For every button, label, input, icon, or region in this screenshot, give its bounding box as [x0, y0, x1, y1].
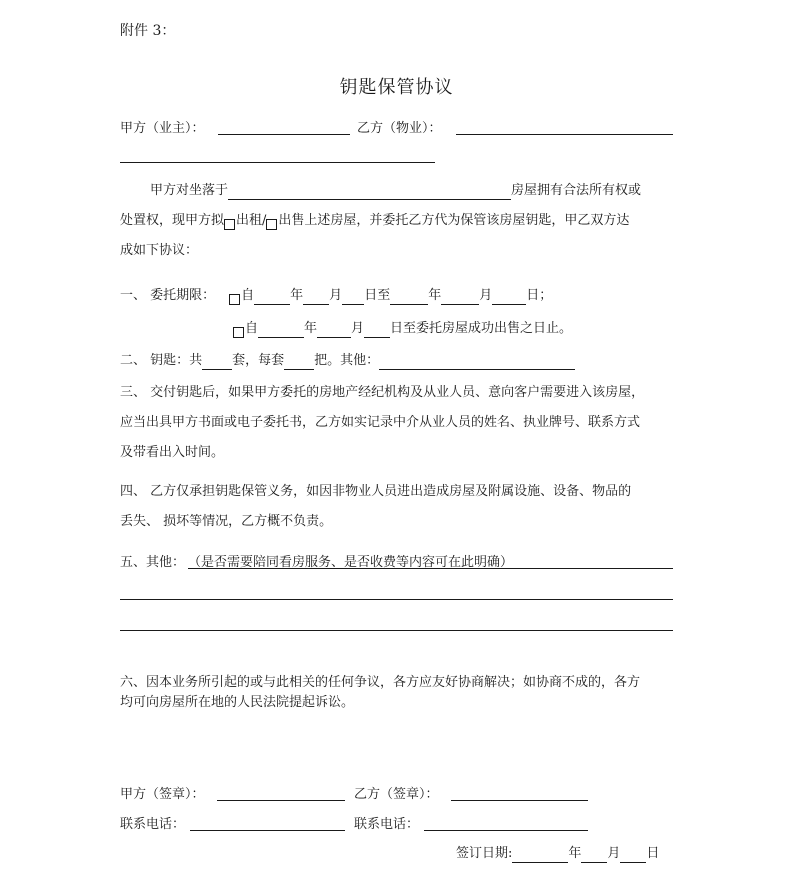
intro-text-located: 甲方对坐落于	[150, 183, 229, 198]
month-text-3: 月	[351, 321, 365, 336]
start-year-blank-2	[258, 323, 304, 338]
document-title: 钥匙保管协议	[339, 77, 454, 98]
from-text-2: 自	[245, 321, 259, 336]
attachment-label: 附件 3：	[120, 23, 176, 39]
clause-1-line-2	[233, 320, 572, 338]
until-sold-text: 日至委托房屋成功出售之日止。	[390, 321, 573, 336]
end-year-blank	[390, 290, 428, 305]
signing-year-text: 年	[568, 846, 582, 861]
from-text: 自	[241, 288, 255, 303]
signing-date	[456, 845, 659, 863]
clause-3-line-3: 及带看出入时间。	[120, 445, 225, 460]
party-b-label: 乙方（物业）：	[357, 121, 442, 136]
start-month-blank-2	[317, 323, 351, 338]
key-sets-blank	[202, 355, 232, 370]
year-text-2: 年	[428, 288, 442, 303]
checkbox-until-sold[interactable]	[233, 327, 244, 338]
month-text: 月	[329, 288, 343, 303]
start-day-blank-2	[364, 323, 390, 338]
start-day-blank	[342, 290, 364, 305]
keys-per-set-blank	[284, 355, 314, 370]
year-text-3: 年	[304, 321, 318, 336]
checkbox-fixed-term[interactable]	[229, 294, 240, 305]
other-blank-line-2	[120, 599, 673, 600]
day-end-text: 日；	[526, 288, 553, 303]
party-b-blank	[456, 134, 673, 135]
address-blank	[228, 185, 511, 200]
day-to-text: 日至	[364, 288, 391, 303]
option-rent: 出租/	[236, 213, 267, 228]
party-b-phone-label: 联系电话：	[354, 817, 420, 832]
clause-4-line-2: 丢失、 损坏等情况，乙方概不负责。	[120, 514, 333, 529]
end-day-blank	[492, 290, 526, 305]
clause-1-label: 一、 委托期限：	[120, 288, 216, 303]
start-year-blank	[254, 290, 290, 305]
intro-line-1	[150, 182, 641, 200]
party-a-phone-blank	[190, 830, 345, 831]
option-sell: 出售上述房屋，并委托乙方代为保管该房屋钥匙，甲乙双方达	[278, 213, 630, 228]
clause-4-line-1: 四、 乙方仅承担钥匙保管义务，如因非物业人员进出造成房屋及附属设施、设备、物品的	[120, 484, 632, 499]
clause-2-label: 二、 钥匙：共	[120, 353, 203, 368]
intro-line-3: 成如下协议：	[120, 243, 199, 258]
clause-6-line-2: 均可向房屋所在地的人民法院提起诉讼。	[120, 695, 355, 710]
party-b-signature-label: 乙方（签章）：	[354, 787, 439, 802]
month-text-2: 月	[479, 288, 493, 303]
intro-text-disposal: 处置权，现甲方拟	[120, 213, 225, 228]
end-month-blank	[441, 290, 479, 305]
party-b-phone-blank	[424, 830, 588, 831]
keys-text: 把。其他：	[314, 353, 380, 368]
signing-year-blank	[512, 848, 568, 863]
party-a-signature-label: 甲方（签章）：	[120, 787, 205, 802]
clause-2	[120, 352, 575, 370]
year-text: 年	[290, 288, 304, 303]
signing-day-blank	[620, 848, 646, 863]
clause-5-note: （是否需要陪同看房服务、是否收费等内容可在此明确）	[188, 555, 514, 570]
clause-6-line-1: 六、因本业务所引起的或与此相关的任何争议，各方应友好协商解决；如协商不成的，各方	[120, 675, 641, 690]
party-b-blank-continued	[120, 162, 435, 163]
clause-3-line-2: 应当出具甲方书面或电子委托书，乙方如实记录中介从业人员的姓名、执业牌号、联系方式	[120, 415, 641, 430]
clause-1-line-1	[120, 287, 552, 305]
start-month-blank	[303, 290, 329, 305]
intro-text-ownership: 房屋拥有合法所有权或	[511, 183, 642, 198]
clause-5-label: 五、其他：	[120, 555, 186, 570]
signing-date-label: 签订日期:	[456, 846, 513, 861]
party-a-label: 甲方（业主）：	[120, 121, 205, 136]
key-other-blank	[379, 355, 575, 370]
party-a-phone-label: 联系电话：	[120, 817, 186, 832]
party-a-blank	[218, 134, 350, 135]
signing-month-text: 月	[607, 846, 621, 861]
clause-3-line-1: 三、 交付钥匙后，如果甲方委托的房地产经纪机构及从业人员、意向客户需要进入该房屋，	[120, 385, 645, 400]
intro-line-2	[120, 212, 629, 230]
signing-day-text: 日	[646, 846, 660, 861]
other-blank-line-3	[120, 630, 673, 631]
sets-text: 套，每套	[232, 353, 285, 368]
party-a-signature-blank	[217, 800, 345, 801]
other-blank-line-1	[188, 568, 673, 569]
party-b-signature-blank	[451, 800, 588, 801]
checkbox-rent[interactable]	[224, 219, 235, 230]
signing-month-blank	[581, 848, 607, 863]
checkbox-sell[interactable]	[266, 219, 277, 230]
